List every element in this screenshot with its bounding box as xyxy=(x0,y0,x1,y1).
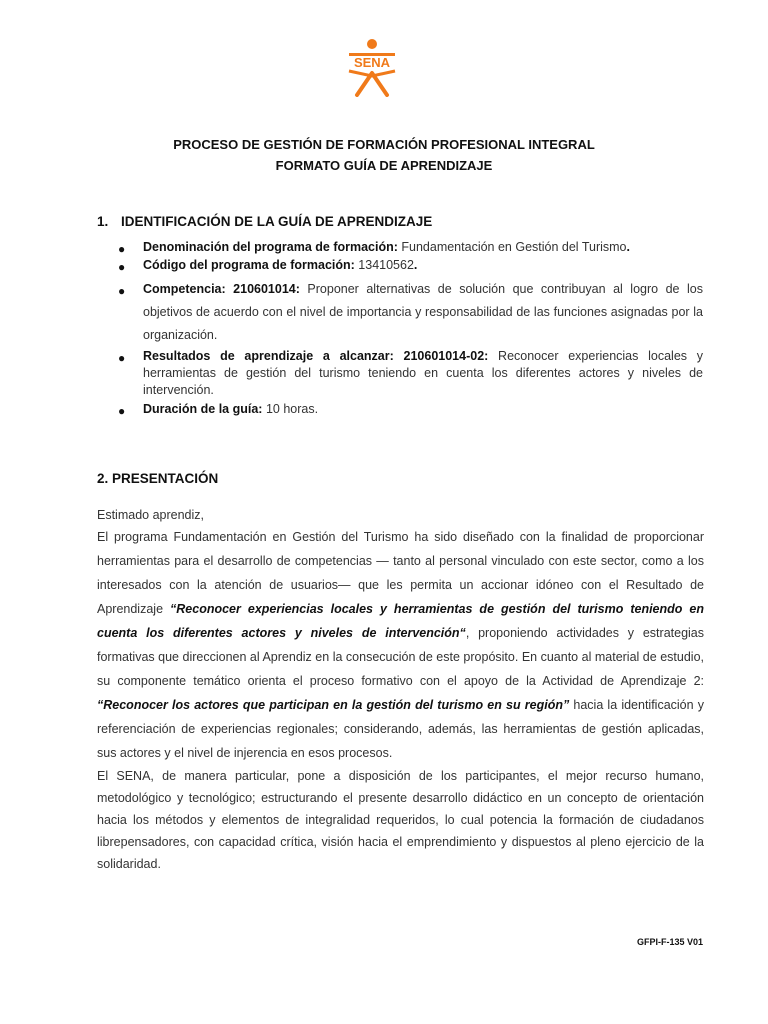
logo-text: SENA xyxy=(353,55,391,70)
p1-quote-result: “Reconocer experiencias locales y herramientas de gestión del turismo teniendo en cuenta los diferentes actores y niveles de intervención“ xyxy=(97,602,704,640)
sena-logo xyxy=(343,37,401,97)
bullet-icon: ● xyxy=(118,242,126,256)
item-value: Proponer alternativas de solución que contribuyan al logro de los objetivos de acuerdo con el nivel de importancia y responsabilidad de las funciones asignadas por la organización. xyxy=(143,282,704,342)
list-item-denominacion xyxy=(143,240,703,254)
bullet-icon: ● xyxy=(118,351,126,365)
bullet-icon: ● xyxy=(118,260,126,274)
item-value: 10 horas. xyxy=(262,402,319,416)
list-item-codigo xyxy=(143,258,703,272)
item-value: 13410562 xyxy=(354,258,414,272)
item-suffix: . xyxy=(626,240,630,254)
item-label: Código del programa de formación: xyxy=(143,258,355,272)
p1-text-a: El programa Fundamentación en Gestión del Turismo ha sido diseñado con la finalidad de proporcionar herramientas para el desarrollo de competencias — tanto al personal vinculado con este sector, como a los interesados con la atención de usuarios— que les permita un accionar idóneo con el Resultado de Aprendizaje xyxy=(97,530,704,616)
header-line1: PROCESO DE GESTIÓN DE FORMACIÓN PROFESIONAL INTEGRAL xyxy=(173,137,595,152)
list-item-resultados xyxy=(143,348,703,399)
bullet-icon: ● xyxy=(118,284,126,298)
section1-number: 1. xyxy=(97,214,109,229)
paragraph-2: El SENA, de manera particular, pone a disposición de los participantes, el mejor recurso humano, metodológico y tecnológico; estructurando el presente desarrollo didáctico en un concepto de orientación hacia los métodos y elementos de integralidad requeridos, lo cual potencia la formación de ciudadanos librepensadores, con capacidad crítica, visión hacia el emprendimiento y dispuestos al pleno ejercicio de la solidaridad. xyxy=(97,769,704,871)
item-label: Duración de la guía: xyxy=(143,402,263,416)
header-line2: FORMATO GUÍA DE APRENDIZAJE xyxy=(275,158,493,173)
paragraph-1 xyxy=(97,525,704,765)
section1-title: IDENTIFICACIÓN DE LA GUÍA DE APRENDIZAJE xyxy=(121,214,433,229)
item-value: Fundamentación en Gestión del Turismo xyxy=(397,240,627,254)
section2-title: 2. PRESENTACIÓN xyxy=(97,471,219,486)
item-label: Resultados de aprendizaje a alcanzar: 210601014-02: xyxy=(143,349,489,363)
footer-code: GFPI-F-135 V01 xyxy=(637,937,704,947)
item-suffix: . xyxy=(413,258,418,272)
item-value: Reconocer experiencias locales y herramientas de gestión del turismo teniendo en cuenta los diferentes actores y niveles de intervención. xyxy=(143,349,703,397)
greeting: Estimado aprendiz, xyxy=(97,508,205,522)
p1-text-c: , proponiendo actividades y estrategias formativas que direccionen al Aprendiz en la consecución de este propósito. En cuanto al material de estudio, su componente temático orienta el proceso formativo con el apoyo de la Actividad de Aprendizaje 2: xyxy=(97,626,705,688)
p1-text-e: hacia la identificación y referenciación de experiencias regionales; considerando, además, las herramientas de gestión aplicadas, sus actores y el nivel de injerencia en esos procesos. xyxy=(97,698,704,760)
item-label: Denominación del programa de formación: xyxy=(143,240,398,254)
bullet-icon: ● xyxy=(118,404,126,418)
p1-quote-activity: “Reconocer los actores que participan en la gestión del turismo en su región” xyxy=(97,698,570,712)
list-item-competencia xyxy=(143,278,703,347)
item-label: Competencia: 210601014: xyxy=(143,282,300,296)
list-item-duracion xyxy=(143,402,703,416)
